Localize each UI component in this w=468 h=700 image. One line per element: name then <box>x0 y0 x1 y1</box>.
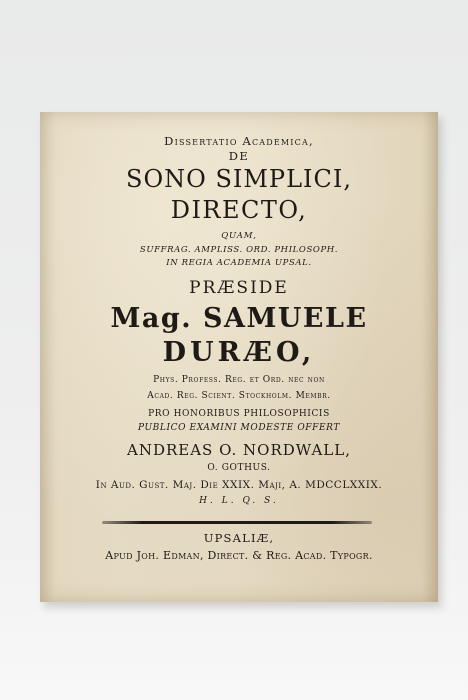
president-title-line-1: Phys. Profess. Reg. et Ord. nec non <box>153 375 325 385</box>
de-line: DE <box>228 149 250 163</box>
president-title-line-2: Acad. Reg. Scient. Stockholm. Membr. <box>147 391 331 401</box>
honoribus-line: PRO HONORIBUS PHILOSOPHICIS <box>148 409 330 419</box>
respondent-origin: O. GOTHUS. <box>207 463 271 473</box>
president-name-line-2: DURÆO, <box>162 337 316 368</box>
divider-rule <box>102 521 372 524</box>
title-page <box>40 112 438 602</box>
suffrage-line: SUFFRAG. AMPLISS. ORD. PHILOSOPH. <box>139 245 339 255</box>
dissertation-heading: Dissertatio Academica, <box>164 134 314 148</box>
academy-line: IN REGIA ACADEMIA UPSAL. <box>166 258 312 268</box>
date-line: In Aud. Gust. Maj. Die XXIX. Maji, A. MDCCLXXIX. <box>95 479 383 491</box>
imprint-place: UPSALIÆ, <box>203 531 275 545</box>
main-title-line-1: SONO SIMPLICI, <box>126 165 352 193</box>
imprint-printer: Apud Joh. Edman, Direct. & Reg. Acad. Typogr. <box>105 549 373 562</box>
main-title-line-2: DIRECTO, <box>170 196 308 224</box>
quam-line: QUAM, <box>221 231 257 241</box>
hlqs-line: H. L. Q. S. <box>199 496 279 506</box>
respondent-name: ANDREAS O. NORDWALL, <box>127 441 351 459</box>
president-name-line-1: Mag. SAMUELE <box>110 303 368 334</box>
examini-line: PUBLICO EXAMINI MODESTE OFFERT <box>137 423 340 433</box>
praeside-line: PRÆSIDE <box>189 278 289 298</box>
